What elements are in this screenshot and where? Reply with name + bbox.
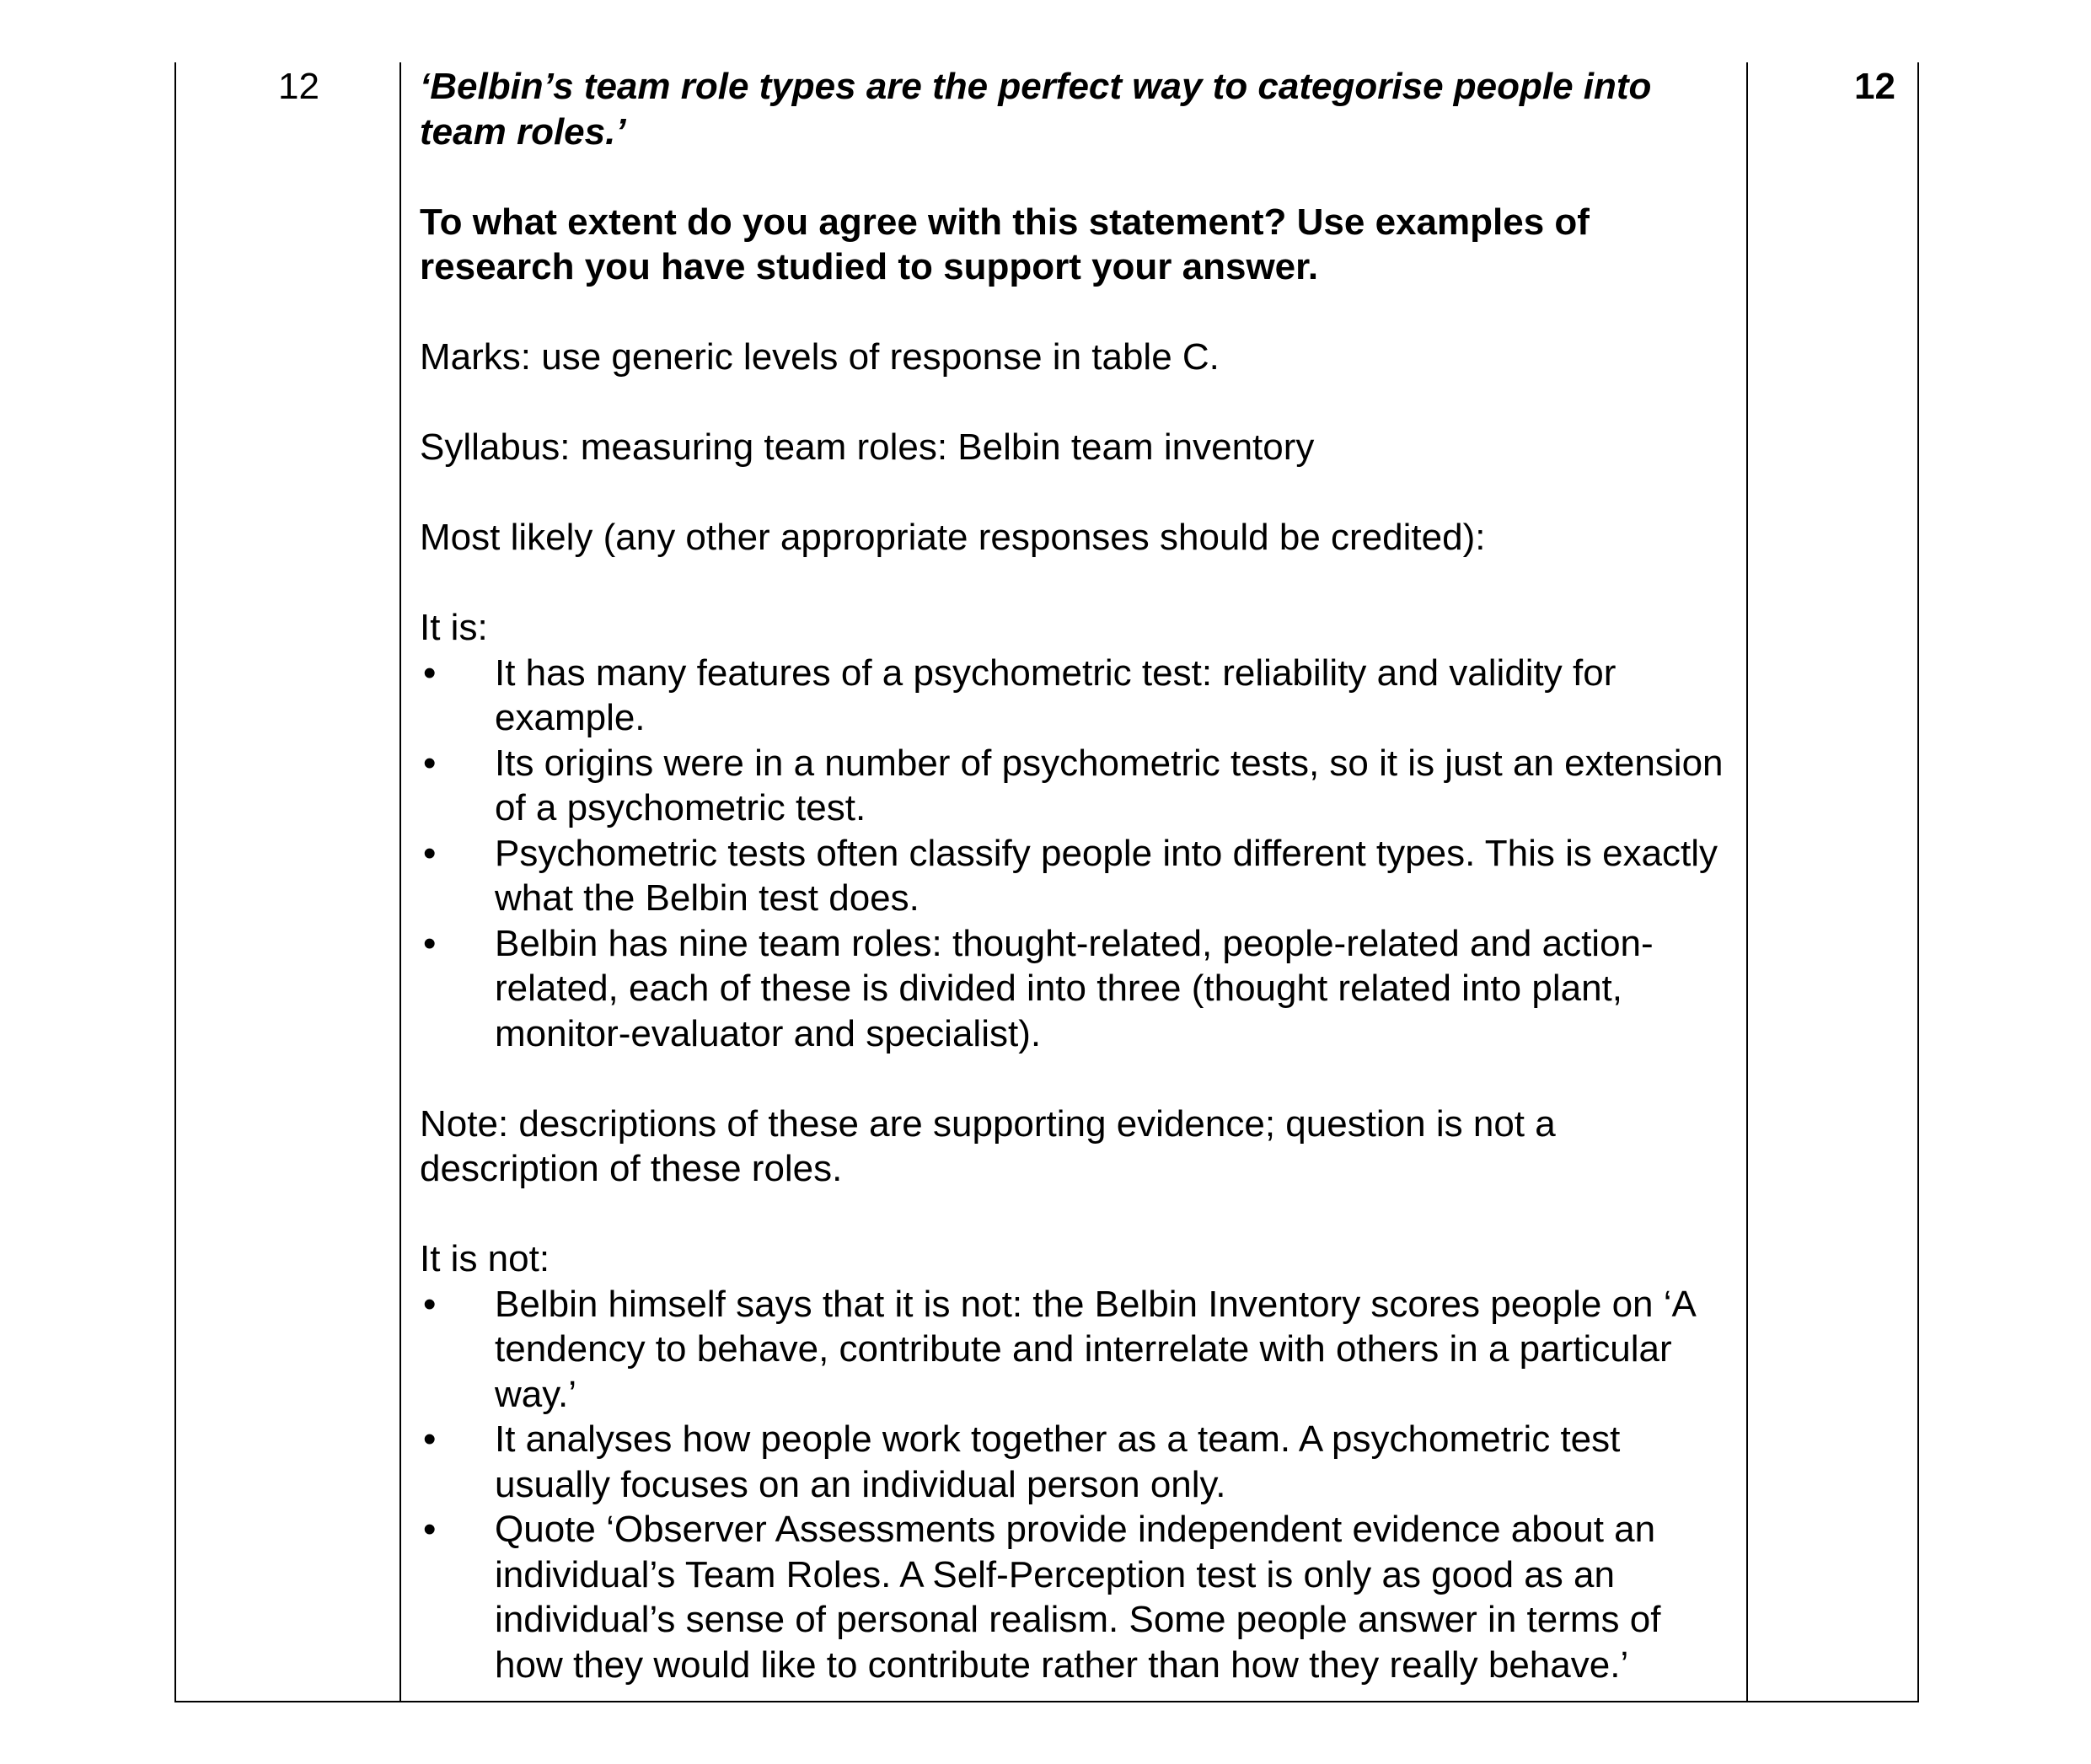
- marks-value: 12: [1854, 66, 1895, 107]
- list-item: [420, 831, 1734, 921]
- syllabus-line: Syllabus: measuring team roles: Belbin team inventory: [420, 426, 1315, 468]
- it-is-heading: It is:: [420, 607, 488, 648]
- marks-line: Marks: use generic levels of response in table C.: [420, 336, 1220, 378]
- question-prompt: To what extent do you agree with this statement? Use examples of research you have studied to support your answer.: [420, 201, 1590, 287]
- list-item: [420, 651, 1734, 741]
- it-is-list: [420, 651, 1734, 1057]
- list-item-text: It has many features of a psychometric test: reliability and validity for example.: [495, 651, 1617, 738]
- list-item-text: Psychometric tests often classify people into different types. This is exactly what the Belbin test does.: [495, 832, 1718, 919]
- list-item: [420, 1417, 1734, 1507]
- bullet-icon: •: [423, 651, 437, 694]
- mark-scheme-table: [174, 62, 1919, 1702]
- bullet-icon: •: [423, 832, 437, 874]
- bullet-icon: •: [423, 1283, 437, 1325]
- answer-guidance-cell: [420, 64, 1734, 1687]
- bullet-icon: •: [423, 1418, 437, 1460]
- list-item-text: Belbin has nine team roles: thought-related, people-related and action-related, each of these is divided into three (thought related into plant, monitor-evaluator and specialist).: [495, 922, 1654, 1054]
- it-is-not-heading: It is not:: [420, 1238, 550, 1279]
- list-item: [420, 1282, 1734, 1418]
- question-number: 12: [278, 66, 319, 107]
- list-item: [420, 741, 1734, 831]
- note-line: Note: descriptions of these are supporting evidence; question is not a description of these roles.: [420, 1102, 1556, 1189]
- most-likely-line: Most likely (any other appropriate responses should be credited):: [420, 517, 1486, 558]
- list-item-text: Quote ‘Observer Assessments provide independent evidence about an individual’s Team Roles. A Self-Perception test is only as good as an individual’s sense of personal realism. Some people answer in terms of how they would like to contribute rather than how they really behave.’: [495, 1509, 1661, 1686]
- column-divider-right: [1746, 62, 1748, 1701]
- it-is-not-list: [420, 1282, 1734, 1688]
- list-item-text: Its origins were in a number of psychometric tests, so it is just an extension of a psychometric test.: [495, 742, 1724, 828]
- bullet-icon: •: [423, 742, 437, 784]
- bullet-icon: •: [423, 922, 437, 964]
- list-item: [420, 921, 1734, 1057]
- list-item: [420, 1507, 1734, 1687]
- bullet-icon: •: [423, 1509, 437, 1550]
- column-divider-left: [399, 62, 401, 1701]
- question-statement: ‘Belbin’s team role types are the perfect way to categorise people into team roles.’: [420, 66, 1652, 153]
- list-item-text: Belbin himself says that it is not: the Belbin Inventory scores people on ‘A tendency to behave, contribute and interrelate with others in a particular way.’: [495, 1283, 1695, 1415]
- list-item-text: It analyses how people work together as a team. A psychometric test usually focuses on an individual person only.: [495, 1418, 1621, 1505]
